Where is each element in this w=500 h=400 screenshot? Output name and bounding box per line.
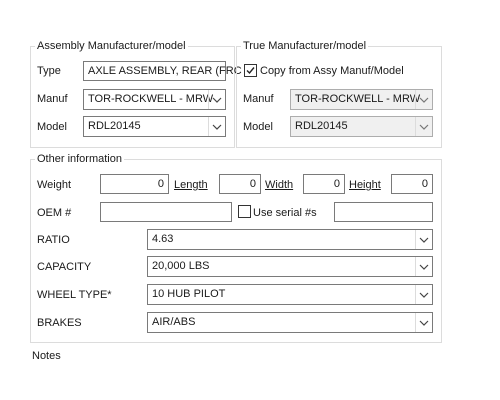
use-serial-label: Use serial #s	[253, 207, 317, 219]
true-manuf-value: TOR-ROCKWELL - MRW	[295, 93, 421, 105]
chevron-down-icon[interactable]	[415, 257, 432, 276]
assembly-manuf-dropdown[interactable]	[83, 89, 226, 110]
notes-clip	[30, 349, 90, 362]
width-field[interactable]: 0	[303, 174, 345, 194]
ratio-dropdown[interactable]	[147, 229, 433, 250]
assembly-manuf-value: TOR-ROCKWELL - MRW	[88, 93, 214, 105]
true-model-dropdown[interactable]	[290, 116, 433, 137]
ratio-label: RATIO	[37, 234, 70, 246]
chevron-down-icon[interactable]	[415, 117, 432, 136]
copy-from-assy-checkbox[interactable]	[244, 64, 257, 77]
oem-field[interactable]	[100, 202, 232, 222]
wheel-type-value: 10 HUB PILOT	[152, 288, 226, 300]
true-model-value: RDL20145	[295, 120, 348, 132]
brakes-value: AIR/ABS	[152, 316, 196, 328]
true-model-label: Model	[243, 121, 273, 133]
true-manuf-dropdown[interactable]	[290, 89, 433, 110]
chevron-down-icon[interactable]	[415, 285, 432, 304]
height-label: Height	[349, 179, 381, 191]
chevron-down-icon[interactable]	[415, 230, 432, 249]
notes-label: Notes	[32, 350, 61, 362]
ratio-value: 4.63	[152, 233, 174, 245]
wheel-type-label: WHEEL TYPE*	[37, 289, 112, 301]
brakes-label: BRAKES	[37, 317, 82, 329]
true-manufacturer-legend: True Manufacturer/model	[243, 40, 367, 52]
true-manuf-label: Manuf	[243, 93, 274, 105]
wheel-type-dropdown[interactable]	[147, 284, 433, 305]
chevron-down-icon[interactable]	[415, 90, 432, 109]
assembly-model-dropdown[interactable]	[83, 116, 226, 137]
assembly-type-field[interactable]: AXLE ASSEMBLY, REAR (FRC	[83, 61, 226, 81]
assembly-type-label: Type	[37, 65, 61, 77]
chevron-down-icon[interactable]	[208, 90, 225, 109]
other-information-legend: Other information	[37, 153, 122, 165]
capacity-value: 20,000 LBS	[152, 260, 210, 272]
chevron-down-icon[interactable]	[415, 313, 432, 332]
length-field[interactable]: 0	[219, 174, 261, 194]
weight-label: Weight	[37, 179, 72, 191]
weight-field[interactable]: 0	[100, 174, 169, 194]
length-label: Length	[174, 179, 208, 191]
capacity-dropdown[interactable]	[147, 256, 433, 277]
oem-label: OEM #	[37, 207, 72, 219]
assembly-manuf-label: Manuf	[37, 93, 68, 105]
chevron-down-icon[interactable]	[208, 117, 225, 136]
serial-field[interactable]	[334, 202, 433, 222]
assembly-model-label: Model	[37, 121, 67, 133]
height-field[interactable]: 0	[391, 174, 433, 194]
use-serial-checkbox[interactable]	[238, 205, 251, 218]
width-label: Width	[265, 179, 294, 191]
assembly-manufacturer-legend: Assembly Manufacturer/model	[37, 40, 186, 52]
brakes-dropdown[interactable]	[147, 312, 433, 333]
copy-from-assy-label: Copy from Assy Manuf/Model	[260, 65, 404, 77]
capacity-label: CAPACITY	[37, 261, 92, 273]
assembly-model-value: RDL20145	[88, 120, 141, 132]
checkmark-icon	[246, 66, 255, 75]
